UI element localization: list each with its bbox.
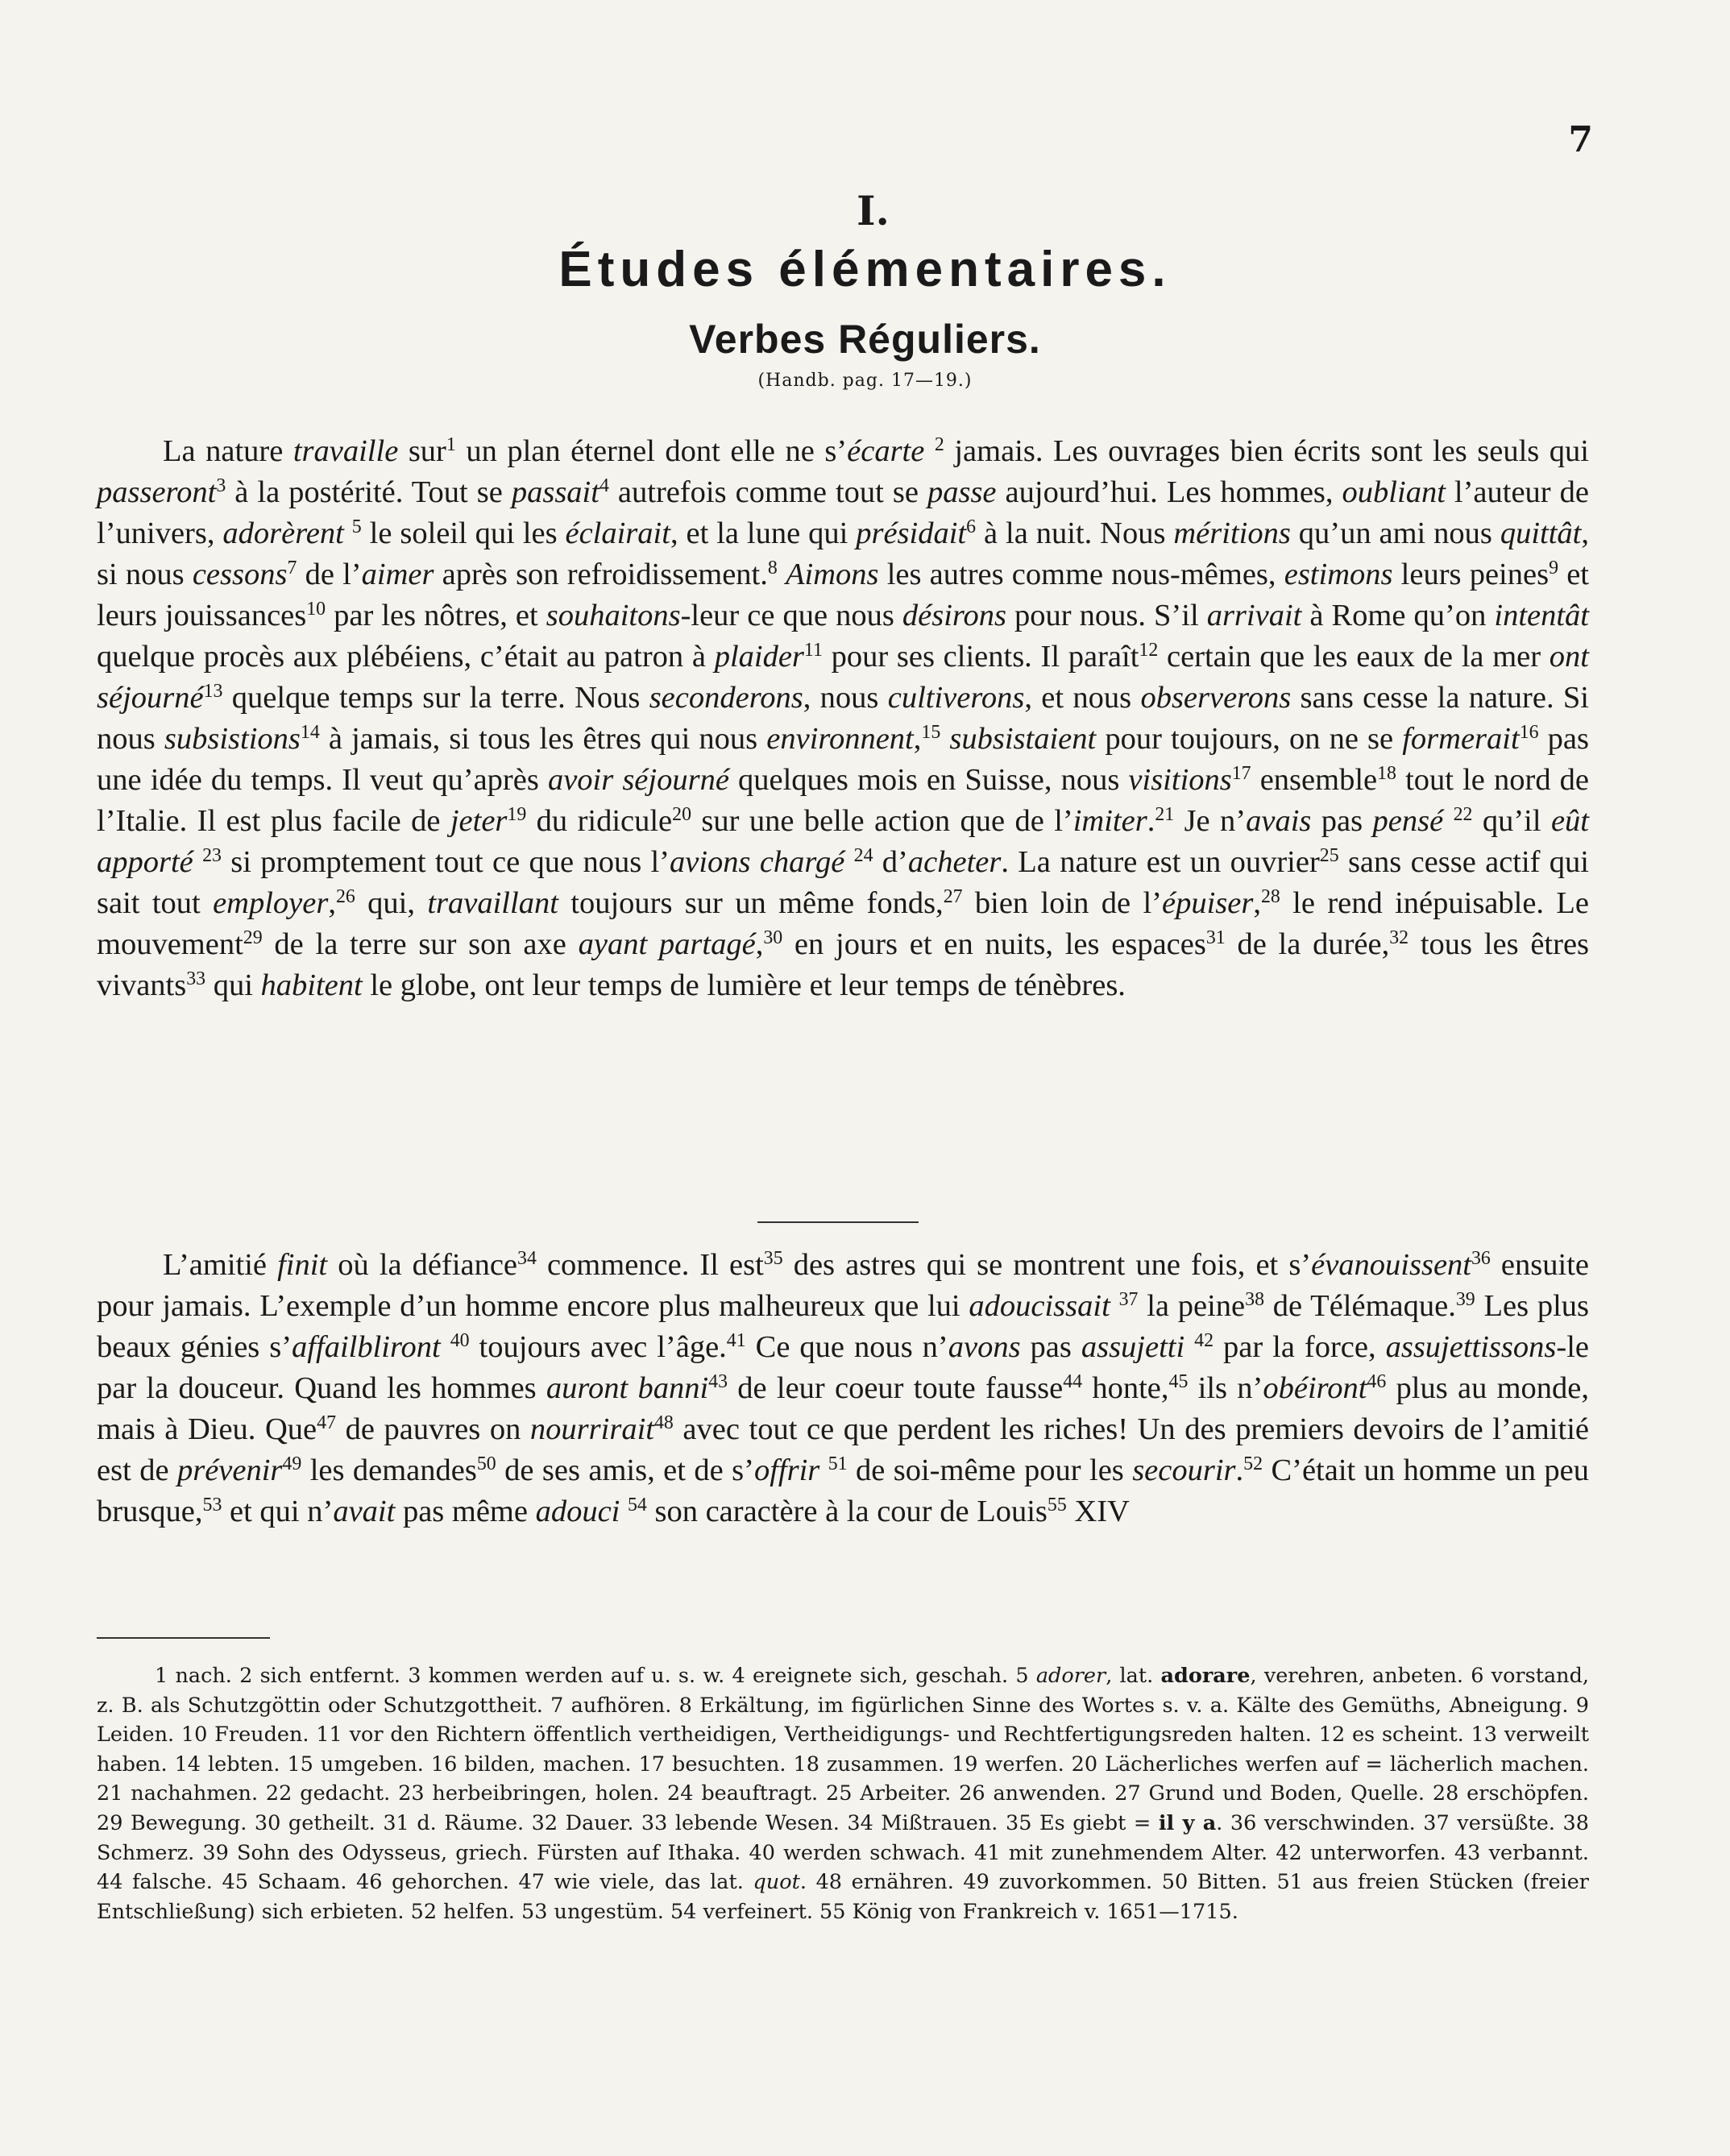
italic-verb: avions chargé <box>670 845 845 879</box>
chapter-header <box>0 187 1730 391</box>
footnote-marker: 25 <box>1319 844 1339 866</box>
footnote-marker: 45 <box>1168 1370 1189 1392</box>
italic-verb: éclairait <box>565 516 670 550</box>
footnote-marker: 47 <box>317 1412 337 1433</box>
footnote-marker: 10 <box>306 598 326 620</box>
footnote-marker: 46 <box>1367 1370 1387 1392</box>
footnote-marker: 24 <box>853 844 873 866</box>
footnote-marker: 29 <box>243 927 263 948</box>
italic-verb: avons <box>948 1330 1021 1364</box>
italic-verb: évanouissent <box>1311 1248 1471 1282</box>
italic-verb: désirons <box>902 599 1006 632</box>
footnote-rule <box>97 1637 270 1639</box>
handbook-reference: (Handb. pag. 17—19.) <box>757 371 973 391</box>
footnote-marker: 21 <box>1155 803 1175 825</box>
footnote-marker: 3 <box>216 475 226 496</box>
footnote-marker: 35 <box>763 1247 783 1269</box>
footnote-marker: 27 <box>943 885 963 907</box>
footnote-marker: 50 <box>476 1453 496 1474</box>
bold-term: il y a <box>1158 1810 1217 1835</box>
footnote-marker: 1 <box>446 433 456 455</box>
italic-verb: passeront <box>97 475 217 509</box>
italic-verb: adorèrent <box>222 516 344 550</box>
footnote-marker: 18 <box>1377 762 1396 784</box>
footnote-marker: 39 <box>1455 1288 1475 1310</box>
footnote-marker: 37 <box>1118 1288 1139 1310</box>
footnote-marker: 5 <box>351 516 362 537</box>
footnote-marker: 34 <box>517 1247 537 1269</box>
italic-verb: estimons <box>1284 558 1393 591</box>
italic-verb: environnent <box>766 722 914 756</box>
footnote-marker: 20 <box>672 803 692 825</box>
section-title: Verbes Réguliers. <box>689 317 1041 362</box>
italic-verb: adoucissait <box>969 1289 1110 1323</box>
italic-verb: visitions <box>1128 763 1232 797</box>
italic-verb: assujetti <box>1081 1330 1185 1364</box>
italic-verb: offrir <box>753 1453 820 1487</box>
italic-verb: prévenir <box>176 1453 283 1487</box>
footnote-marker: 6 <box>966 516 977 537</box>
italic-verb: auront banni <box>546 1371 709 1405</box>
footnote-marker: 41 <box>726 1329 746 1351</box>
italic-verb: eût apporté <box>97 804 1589 879</box>
footnote-marker: 31 <box>1205 927 1226 948</box>
chapter-title: Études élémentaires. <box>558 242 1172 297</box>
italic-verb: adouci <box>535 1495 620 1528</box>
footnote-marker: 14 <box>300 721 320 743</box>
italic-verb: écarte <box>847 434 925 468</box>
italic-verb: subsistaient <box>949 722 1097 756</box>
footnote-marker: 7 <box>287 557 297 578</box>
italic-verb: jeter <box>450 804 508 838</box>
italic-verb: employer <box>213 886 329 920</box>
footnote-marker: 19 <box>507 803 527 825</box>
italic-verb: épuiser <box>1162 886 1254 920</box>
italic-verb: acheter <box>907 845 1002 879</box>
footnote-marker: 23 <box>202 844 222 866</box>
footnote-marker: 33 <box>186 968 206 989</box>
italic-verb: passe <box>927 475 997 509</box>
chapter-number: I. <box>857 187 890 234</box>
italic-verb: pensé <box>1372 804 1444 838</box>
footnote-marker: 53 <box>202 1494 222 1515</box>
exercise-paragraph-1: La nature travaille sur$^1$ un plan éternel dont elle ne s’écarte $^2$ jamais. Les ouvrages bien écrits sont les seuls qui passeront$^3$ à la postérité. Tout se passait$^4$ autrefois comme tout se passe aujourd’hui. Les hommes, oubliant l’auteur de l’univers, adorèrent $^5$ le soleil qui les éclairait, et la lune qui présidait$^6$ à la nuit. Nous méritions qu’un ami nous quittât, si nous cessons$^7$ de l’aimer après son refroidissement.$^8$ Aimons les autres comme nous-mêmes, estimons leurs peines$^9$ et leurs jouissances$^{10}$ par les nôtres, et souhaitons-leur ce que nous désirons pour nous. S’il arrivait à Rome qu’on intentât quelque procès aux plébéiens, c’était au patron à plaider$^{11}$ pour ses clients. Il paraît$^{12}$ certain que les eaux de la mer ont séjourné$^{13}$ quelque temps sur la terre. Nous seconderons, nous cultiverons, et nous observerons sans cesse la nature. Si nous subsistions$^{14}$ à jamais, si tous les êtres qui nous environnent,$^{15}$ subsistaient pour toujours, on ne se formerait$^{16}$ pas une idée du temps. Il veut qu’après avoir séjourné quelques mois en Suisse, nous visitions$^{17}$ ensemble$^{18}$ tout le nord de l’Italie. Il est plus facile de jeter$^{19}$ du ridicule$^{20}$ sur une belle action que de l’imiter.$^{21}$ Je n’avais pas pensé $^{22}$ qu’il eût apporté $^{23}$ si promptement tout ce que nous l’avions chargé $^{24}$ d’acheter. La nature est un ouvrier$^{25}$ sans cesse actif qui sait tout employer,$^{26}$ qui, travaillant toujours sur un même fonds,$^{27}$ bien loin de l’épuiser,$^{28}$ le rend inépuisable. Le mouvement$^{29}$ de la terre sur son axe ayant partagé,$^{30}$ en jours et en nuits, les espaces$^{31}$ de la durée,$^{32}$ tous les êtres vivants$^{33}$ qui habitent le globe, ont leur temps de lumière et leur temps de ténèbres. <box>97 433 1590 1002</box>
footnote-marker: 13 <box>203 680 223 702</box>
footnote-marker: 44 <box>1063 1370 1083 1392</box>
italic-verb: affailbliront <box>292 1330 441 1364</box>
italic-verb: avait <box>333 1495 396 1528</box>
footnote-marker: 32 <box>1389 927 1409 948</box>
footnote-marker: 11 <box>803 639 823 661</box>
footnote-marker: 42 <box>1194 1329 1214 1351</box>
italic-verb: plaider <box>714 640 804 674</box>
italic-verb: intentât <box>1494 599 1589 632</box>
footnote-marker: 52 <box>1243 1453 1263 1474</box>
italic-verb: cultiverons <box>887 681 1025 715</box>
footnote-marker: 36 <box>1471 1247 1491 1269</box>
italic-verb: quot <box>753 1870 800 1895</box>
footnote-marker: 55 <box>1047 1494 1067 1515</box>
italic-verb: seconderons <box>649 681 803 715</box>
bold-term: adorare <box>1160 1664 1251 1688</box>
footnote-marker: 22 <box>1453 803 1473 825</box>
italic-verb: travaillant <box>427 886 558 920</box>
italic-verb: travaille <box>292 434 399 468</box>
italic-verb: nourrirait <box>529 1412 654 1446</box>
italic-verb: subsistions <box>164 722 301 756</box>
italic-verb: observerons <box>1140 681 1292 715</box>
footnote-marker: 9 <box>1549 557 1559 578</box>
footnotes: 1 nach. 2 sich entfernt. 3 kommen werden auf u. s. w. 4 ereignete sich, geschah. 5 adorer, lat. adorare, verehren, anbeten. 6 vorstand, z. B. als Schutzgöttin oder Schutzgottheit. 7 aufhören. 8 Erkältung, im figürlichen Sinne des Wortes s. v. a. Kälte des Gemüths, Abneigung. 9 Leiden. 10 Freuden. 11 vor den Richtern öffentlich vertheidigen, Vertheidigungs- und Rechtfertigungsreden halten. 12 es scheint. 13 verweilt haben. 14 lebten. 15 umgeben. 16 bilden, machen. 17 besuchten. 18 zusammen. 19 werfen. 20 Lächerliches werfen auf = lächerlich machen. 21 nachahmen. 22 gedacht. 23 herbeibringen, holen. 24 beauftragt. 25 Arbeiter. 26 anwenden. 27 Grund und Boden, Quelle. 28 erschöpfen. 29 Bewegung. 30 getheilt. 31 d. Räume. 32 Dauer. 33 lebende Wesen. 34 Mißtrauen. 35 Es giebt = il y a. 36 verschwinden. 37 versüßte. 38 Schmerz. 39 Sohn des Odysseus, griech. Fürsten auf Ithaka. 40 werden schwach. 41 mit zunehmendem Alter. 42 unterworfen. 43 verbannt. 44 falsche. 45 Schaam. 46 gehorchen. 47 wie viele, das lat. quot. 48 ernähren. 49 zuvorkommen. 50 Bitten. 51 aus freien Stücken (freier Entschließung) sich erbieten. 52 helfen. 53 ungestüm. 54 verfeinert. 55 König von Frankreich v. 1651—1715. <box>97 1664 1590 1924</box>
footnote-marker: 2 <box>934 433 944 455</box>
italic-verb: secourir <box>1132 1453 1236 1487</box>
section-divider <box>757 1221 919 1223</box>
footnote-marker: 54 <box>628 1494 647 1515</box>
footnote-marker: 28 <box>1260 885 1280 907</box>
footnote-marker: 17 <box>1231 762 1251 784</box>
italic-verb: présidait <box>856 516 967 550</box>
footnote-marker: 49 <box>282 1453 302 1474</box>
footnote-marker: 16 <box>1519 721 1539 743</box>
italic-verb: finit <box>277 1248 328 1282</box>
italic-verb: passait <box>511 475 599 509</box>
italic-verb: adorer <box>1035 1664 1106 1688</box>
footnote-marker: 40 <box>450 1329 470 1351</box>
italic-verb: avais <box>1246 804 1312 838</box>
italic-verb: formerait <box>1402 722 1520 756</box>
italic-verb: oubliant <box>1342 475 1446 509</box>
exercise-paragraph-2: L’amitié finit où la défiance$^{34}$ commence. Il est$^{35}$ des astres qui se montrent une fois, et s’évanouissent$^{36}$ ensuite pour jamais. L’exemple d’un homme encore plus malheureux que lui adoucissait $^{37}$ la peine$^{38}$ de Télémaque.$^{39}$ Les plus beaux génies s’affailbliront $^{40}$ toujours avec l’âge.$^{41}$ Ce que nous n’avons pas assujetti $^{42}$ par la force, assujettissons-le par la douceur. Quand les hommes auront banni$^{43}$ de leur coeur toute fausse$^{44}$ honte,$^{45}$ ils n’obéiront$^{46}$ plus au monde, mais à Dieu. Que$^{47}$ de pauvres on nourrirait$^{48}$ avec tout ce que perdent les riches! Un des premiers devoirs de l’amitié est de prévenir$^{49}$ les demandes$^{50}$ de ses amis, et de s’offrir $^{51}$ de soi-même pour les secourir.$^{52}$ C’était un homme un peu brusque,$^{53}$ et qui n’avait pas même adouci $^{54}$ son caractère à la cour de Louis$^{55}$ XIV <box>97 1247 1589 1528</box>
italic-verb: arrivait <box>1206 599 1302 632</box>
italic-verb: obéiront <box>1263 1371 1367 1405</box>
italic-verb: habitent <box>260 968 363 1002</box>
italic-verb: assujettissons <box>1385 1330 1557 1364</box>
footnote-marker: 30 <box>763 927 783 948</box>
italic-verb: Aimons <box>786 558 879 591</box>
footnote-marker: 26 <box>335 885 355 907</box>
footnote-marker: 43 <box>708 1370 728 1392</box>
italic-verb: cessons <box>192 558 288 591</box>
italic-verb: quittât <box>1500 516 1582 550</box>
italic-verb: souhaitons <box>546 599 681 632</box>
italic-verb: imiter <box>1072 804 1147 838</box>
italic-verb: méritions <box>1173 516 1291 550</box>
italic-verb: avoir séjourné <box>547 763 729 797</box>
footnote-marker: 51 <box>828 1453 848 1474</box>
footnote-marker: 38 <box>1245 1288 1264 1310</box>
footnote-marker: 15 <box>921 721 941 743</box>
footnote-marker: 48 <box>653 1412 674 1433</box>
footnote-marker: 8 <box>767 557 778 578</box>
italic-verb: ayant partagé <box>578 927 756 961</box>
italic-verb: aimer <box>361 558 434 591</box>
page-number: 7 <box>1568 119 1593 160</box>
footnote-marker: 4 <box>599 475 609 496</box>
italic-verb: ont séjourné <box>97 640 1589 715</box>
footnote-marker: 12 <box>1139 639 1159 661</box>
